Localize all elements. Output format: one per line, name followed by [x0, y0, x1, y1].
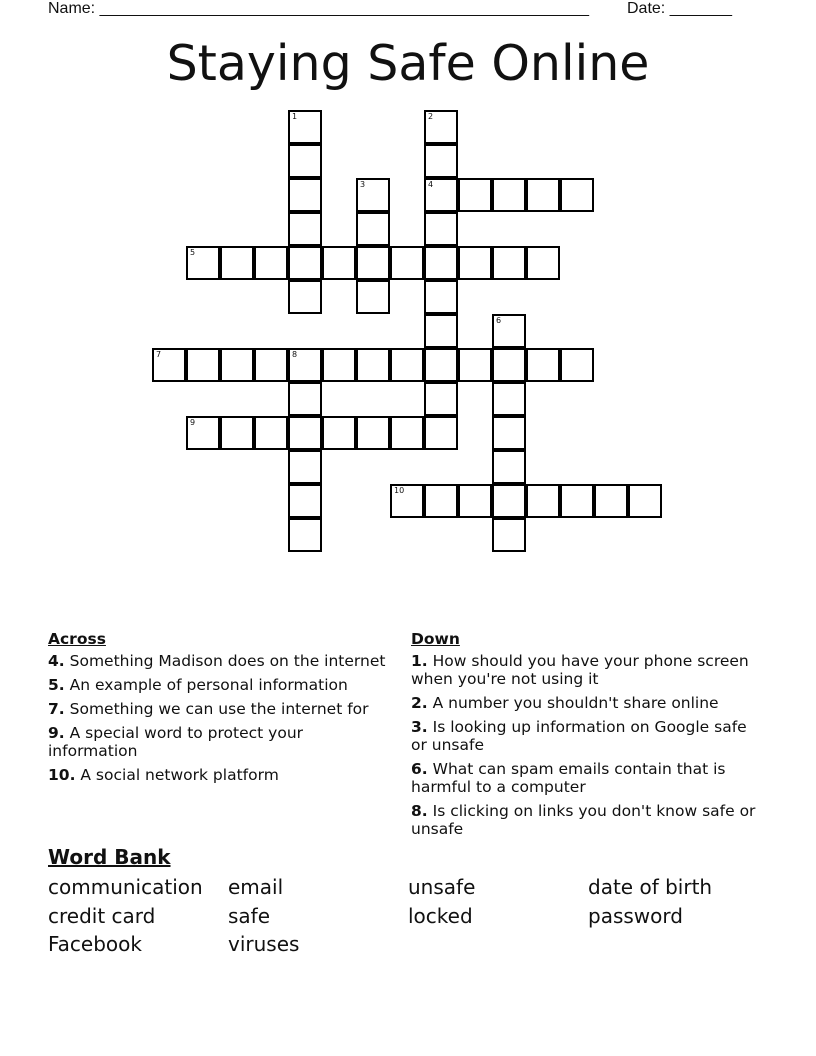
- clue-across-4: 4. Something Madison does on the internet: [48, 652, 386, 670]
- date-line: Date: _______: [627, 0, 732, 17]
- clue-number: 8: [292, 350, 298, 359]
- name-line: Name: _______________________________________________________: [48, 0, 589, 17]
- grid-cell[interactable]: [220, 246, 254, 280]
- grid-cell[interactable]: [356, 246, 390, 280]
- grid-cell[interactable]: [424, 348, 458, 382]
- grid-cell[interactable]: [424, 484, 458, 518]
- clue-down-6: 6. What can spam emails contain that is harmful to a computer: [411, 760, 726, 796]
- grid-cell[interactable]: [560, 178, 594, 212]
- word-bank-word: viruses: [228, 932, 300, 956]
- word-bank-word: locked: [408, 904, 473, 928]
- grid-cell[interactable]: [424, 246, 458, 280]
- grid-cell[interactable]: [220, 348, 254, 382]
- grid-cell[interactable]: [492, 416, 526, 450]
- grid-cell[interactable]: [458, 246, 492, 280]
- grid-cell[interactable]: [526, 178, 560, 212]
- grid-cell[interactable]: [424, 416, 458, 450]
- grid-cell[interactable]: [424, 382, 458, 416]
- clue-across-7: 7. Something we can use the internet for: [48, 700, 369, 718]
- grid-cell[interactable]: [288, 178, 322, 212]
- grid-cell[interactable]: [492, 382, 526, 416]
- grid-cell[interactable]: [492, 450, 526, 484]
- grid-cell[interactable]: [390, 348, 424, 382]
- grid-cell[interactable]: [526, 348, 560, 382]
- grid-cell[interactable]: [288, 416, 322, 450]
- word-bank-word: Facebook: [48, 932, 142, 956]
- grid-cell[interactable]: [288, 518, 322, 552]
- grid-cell[interactable]: [560, 484, 594, 518]
- word-bank-word: password: [588, 904, 683, 928]
- word-bank-word: date of birth: [588, 875, 713, 899]
- across-clues: [48, 630, 388, 790]
- grid-cell[interactable]: [288, 484, 322, 518]
- clue-number: 5: [190, 248, 196, 257]
- grid-cell[interactable]: [254, 416, 288, 450]
- grid-cell[interactable]: [356, 212, 390, 246]
- word-bank-word: communication: [48, 875, 203, 899]
- word-bank-word: credit card: [48, 904, 156, 928]
- word-bank-word: safe: [228, 904, 271, 928]
- grid-cell[interactable]: [152, 348, 186, 382]
- clue-across-10: 10. A social network platform: [48, 766, 279, 784]
- grid-cell[interactable]: [492, 314, 526, 348]
- grid-cell[interactable]: [424, 280, 458, 314]
- grid-cell[interactable]: [492, 348, 526, 382]
- clue-number: 2: [428, 112, 434, 121]
- grid-cell[interactable]: [254, 246, 288, 280]
- clue-down-1: 1. How should you have your phone screen when you're not using it: [411, 652, 749, 688]
- clue-number: 1: [292, 112, 298, 121]
- page-title: Staying Safe Online: [166, 35, 650, 92]
- grid-cell[interactable]: [492, 246, 526, 280]
- grid-cell[interactable]: [186, 416, 220, 450]
- grid-cell[interactable]: [424, 144, 458, 178]
- grid-cell[interactable]: [424, 212, 458, 246]
- grid-cell[interactable]: [390, 246, 424, 280]
- grid-cell[interactable]: [322, 416, 356, 450]
- across-heading: Across: [48, 630, 106, 648]
- clue-number: 9: [190, 418, 196, 427]
- grid-cell[interactable]: [390, 416, 424, 450]
- grid-cell[interactable]: [424, 178, 458, 212]
- clue-number: 3: [360, 180, 366, 189]
- grid-cell[interactable]: [288, 348, 322, 382]
- clue-number: 10: [394, 486, 405, 495]
- grid-cell[interactable]: [288, 246, 322, 280]
- grid-cell[interactable]: [254, 348, 288, 382]
- word-bank-word: email: [228, 875, 284, 899]
- clue-number: 6: [496, 316, 502, 325]
- grid-cell[interactable]: [322, 246, 356, 280]
- clue-across-5: 5. An example of personal information: [48, 676, 348, 694]
- grid-cell[interactable]: [356, 280, 390, 314]
- grid-cell[interactable]: [458, 178, 492, 212]
- clue-number: 4: [428, 180, 434, 189]
- grid-cell[interactable]: [288, 144, 322, 178]
- grid-cell[interactable]: [594, 484, 628, 518]
- clue-down-8: 8. Is clicking on links you don't know safe or unsafe: [411, 802, 756, 838]
- grid-cell[interactable]: [390, 484, 424, 518]
- grid-cell[interactable]: [424, 314, 458, 348]
- word-bank-title: Word Bank: [48, 845, 171, 869]
- grid-cell[interactable]: [288, 110, 322, 144]
- grid-cell[interactable]: [288, 382, 322, 416]
- grid-cell[interactable]: [492, 178, 526, 212]
- clue-across-9: 9. A special word to protect your information: [48, 724, 304, 760]
- down-heading: Down: [411, 630, 460, 648]
- grid-cell[interactable]: [458, 348, 492, 382]
- down-clues: [411, 630, 761, 844]
- grid-cell[interactable]: [560, 348, 594, 382]
- grid-cell[interactable]: [458, 484, 492, 518]
- clue-number: 7: [156, 350, 162, 359]
- grid-cell[interactable]: [288, 280, 322, 314]
- clue-down-3: 3. Is looking up information on Google safe or unsafe: [411, 718, 747, 754]
- grid-cell[interactable]: [628, 484, 662, 518]
- grid-cell[interactable]: [526, 484, 560, 518]
- grid-cell[interactable]: [356, 348, 390, 382]
- grid-cell[interactable]: [186, 348, 220, 382]
- grid-cell[interactable]: [492, 484, 526, 518]
- grid-cell[interactable]: [186, 246, 220, 280]
- grid-cell[interactable]: [288, 212, 322, 246]
- grid-cell[interactable]: [220, 416, 254, 450]
- grid-cell[interactable]: [492, 518, 526, 552]
- clue-down-2: 2. A number you shouldn't share online: [411, 694, 719, 712]
- grid-cell[interactable]: [356, 416, 390, 450]
- grid-cell[interactable]: [424, 110, 458, 144]
- grid-cell[interactable]: [288, 450, 322, 484]
- word-bank-word: unsafe: [408, 875, 476, 899]
- grid-cell[interactable]: [322, 348, 356, 382]
- grid-cell[interactable]: [356, 178, 390, 212]
- grid-cell[interactable]: [526, 246, 560, 280]
